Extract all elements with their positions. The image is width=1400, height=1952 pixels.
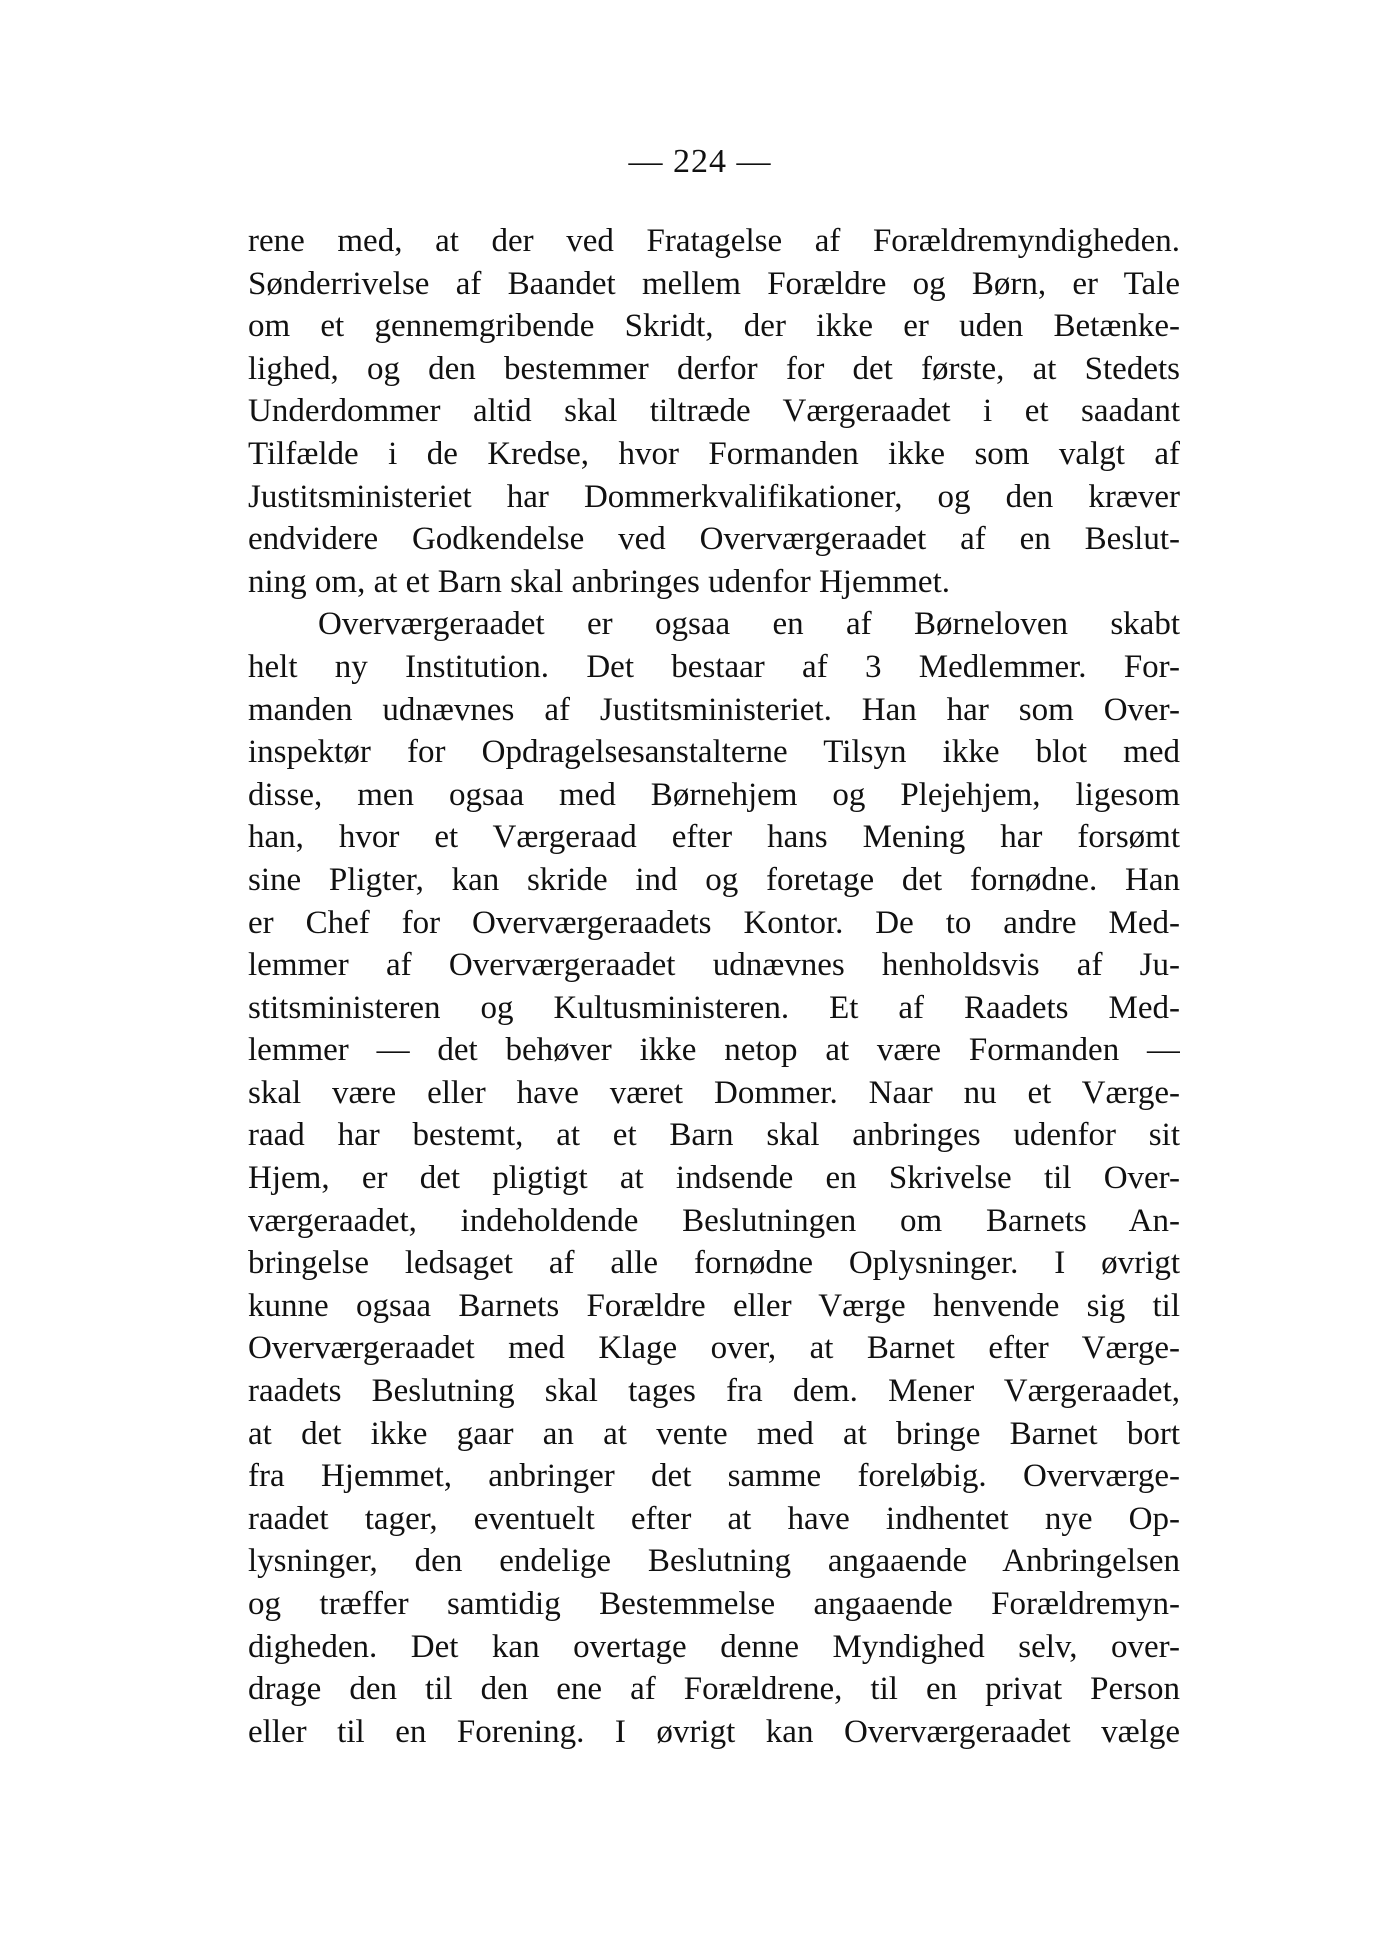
- text-line: kunne ogsaa Barnets Forældre eller Værge henvende sig til: [248, 1287, 1180, 1324]
- text-line: om et gennemgribende Skridt, der ikke er uden Betænke-: [248, 308, 1180, 345]
- text-line: endvidere Godkendelse ved Overværgeraadet af en Beslut-: [248, 521, 1180, 558]
- paragraph: [248, 603, 1180, 1753]
- text-line: rene med, at der ved Fratagelse af Forældremyndigheden.: [248, 223, 1180, 259]
- text-line: Justitsministeriet har Dommerkvalifikationer, og den kræver: [248, 478, 1180, 515]
- text-line: han, hvor et Værgeraad efter hans Mening har forsømt: [248, 819, 1180, 856]
- text-line: helt ny Institution. Det bestaar af 3 Medlemmer. For-: [248, 648, 1180, 685]
- text-line: raadets Beslutning skal tages fra dem. Mener Værgeraadet,: [248, 1373, 1180, 1410]
- text-line: Hjem, er det pligtigt at indsende en Skrivelse til Over-: [248, 1160, 1180, 1197]
- text-line: bringelse ledsaget af alle fornødne Oplysninger. I øvrigt: [248, 1245, 1180, 1282]
- text-line: Tilfælde i de Kredse, hvor Formanden ikke som valgt af: [248, 435, 1180, 472]
- text-line: at det ikke gaar an at vente med at bringe Barnet bort: [248, 1415, 1180, 1452]
- body-text: [248, 220, 1180, 1753]
- text-line: er Chef for Overværgeraadets Kontor. De to andre Med-: [248, 904, 1180, 941]
- text-line: lemmer af Overværgeraadet udnævnes henholdsvis af Ju-: [248, 947, 1180, 984]
- text-line: Overværgeraadet er ogsaa en af Børneloven skabt: [318, 606, 1180, 643]
- text-line: lemmer — det behøver ikke netop at være Formanden —: [248, 1032, 1180, 1069]
- paragraph: [248, 220, 1180, 603]
- text-line: raadet tager, eventuelt efter at have indhentet nye Op-: [248, 1500, 1180, 1537]
- text-line: eller til en Forening. I øvrigt kan Overværgeraadet vælge: [248, 1713, 1180, 1750]
- page-number: — 224 —: [628, 143, 772, 180]
- text-line: ning om, at et Barn skal anbringes udenfor Hjemmet.: [248, 563, 950, 600]
- text-line: inspektør for Opdragelsesanstalterne Tilsyn ikke blot med: [248, 734, 1180, 771]
- text-line: sine Pligter, kan skride ind og foretage det fornødne. Han: [248, 861, 1180, 898]
- text-line: skal være eller have været Dommer. Naar nu et Værge-: [248, 1074, 1180, 1111]
- text-line: Underdommer altid skal tiltræde Værgeraadet i et saadant: [248, 393, 1180, 430]
- text-line: Sønderrivelse af Baandet mellem Forældre og Børn, er Tale: [248, 265, 1180, 302]
- text-line: disse, men ogsaa med Børnehjem og Plejehjem, ligesom: [248, 776, 1180, 813]
- text-line: og træffer samtidig Bestemmelse angaaende Forældremyn-: [248, 1586, 1180, 1622]
- text-line: drage den til den ene af Forældrene, til en privat Person: [248, 1671, 1180, 1708]
- text-line: raad har bestemt, at et Barn skal anbringes udenfor sit: [248, 1117, 1180, 1154]
- text-line: stitsministeren og Kultusministeren. Et af Raadets Med-: [248, 989, 1180, 1026]
- text-line: lighed, og den bestemmer derfor for det første, at Stedets: [248, 350, 1180, 387]
- text-line: manden udnævnes af Justitsministeriet. Han har som Over-: [248, 691, 1180, 728]
- text-line: digheden. Det kan overtage denne Myndighed selv, over-: [248, 1628, 1180, 1665]
- text-line: fra Hjemmet, anbringer det samme foreløbig. Overværge-: [248, 1458, 1180, 1495]
- text-line: lysninger, den endelige Beslutning angaaende Anbringelsen: [248, 1543, 1180, 1580]
- text-line: Overværgeraadet med Klage over, at Barnet efter Værge-: [248, 1330, 1180, 1367]
- text-line: værgeraadet, indeholdende Beslutningen om Barnets An-: [248, 1202, 1180, 1239]
